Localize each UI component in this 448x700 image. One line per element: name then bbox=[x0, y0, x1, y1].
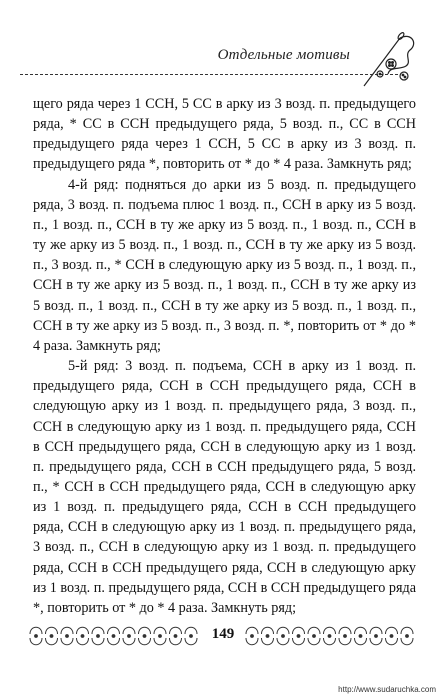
right-lace-border-icon bbox=[244, 622, 416, 652]
page-number: 149 bbox=[211, 626, 235, 642]
running-title: Отдельные мотивы bbox=[217, 47, 350, 63]
page-header bbox=[0, 0, 448, 92]
paragraph-row-3-continued: щего ряда через 1 ССН, 5 СС в арку из 3 возд. п. предыдущего ряда, * СС в ССН предыдущего ряда, 5 возд. п., СС в ССН предыдущего ряда через 1 ССН, 5 СС в арку из 3 возд. п. предыдущего ряда *, повторить от * до * 4 раза. Замкнуть ряд; bbox=[33, 96, 416, 173]
page-footer bbox=[0, 622, 448, 652]
needle-and-buttons-icon bbox=[360, 30, 420, 92]
site-watermark: http://www.sudaruchka.com bbox=[338, 685, 436, 694]
left-lace-border-icon bbox=[28, 622, 200, 652]
paragraph-row-4: 4-й ряд: подняться до арки из 5 возд. п. предыдущего ряда, 3 возд. п. подъема плюс 1 возд. п., ССН в арку из 5 возд. п., 1 возд. п., ССН в ту же арку из 5 возд. п., 1 возд. п., ССН в ту же арку из 5 возд. п., 1 возд. п., ССН в ту же арку из 5 возд. п., 3 возд. п., * ССН в следующую арку из 5 возд. п., 1 возд. п., ССН в ту же арку из 5 возд. п., 1 возд. п., ССН в ту же арку из 5 возд. п., 1 возд. п., ССН в ту же арку из 5 возд. п., 1 возд. п., ССН в ту же арку из 5 возд. п., 3 возд. п. *, повторить от * до * 4 раза. Замкнуть ряд; bbox=[33, 176, 416, 354]
header-dashed-rule bbox=[20, 74, 398, 75]
body-text bbox=[33, 94, 416, 618]
paragraph-row-5: 5-й ряд: 3 возд. п. подъема, ССН в арку из 1 возд. п. предыдущего ряда, ССН в ССН предыдущего ряда, ССН в следующую арку из 1 возд. п. предыдущего ряда, 3 возд. п., ССН в следующую арку из 1 возд. п. предыдущего ряда, ССН в ССН предыдущего ряда, ССН в следующую арку из 1 возд. п. предыдущего ряда, ССН в ССН предыдущего ряда, 5 возд. п., * ССН в ССН предыдущего ряда, ССН в следующую арку из 1 возд. п. предыдущего ряда, ССН в ССН предыдущего ряда, ССН в следующую арку из 1 возд. п. предыдущего ряда, 3 возд. п., ССН в следующую арку из 1 возд. п. предыдущего ряда, ССН в ССН предыдущего ряда, ССН в следующую арку из 1 возд. п. предыдущего ряда, ССН в ССН предыдущего ряда *, повторить от * до * 4 раза. Замкнуть ряд; bbox=[33, 358, 416, 616]
